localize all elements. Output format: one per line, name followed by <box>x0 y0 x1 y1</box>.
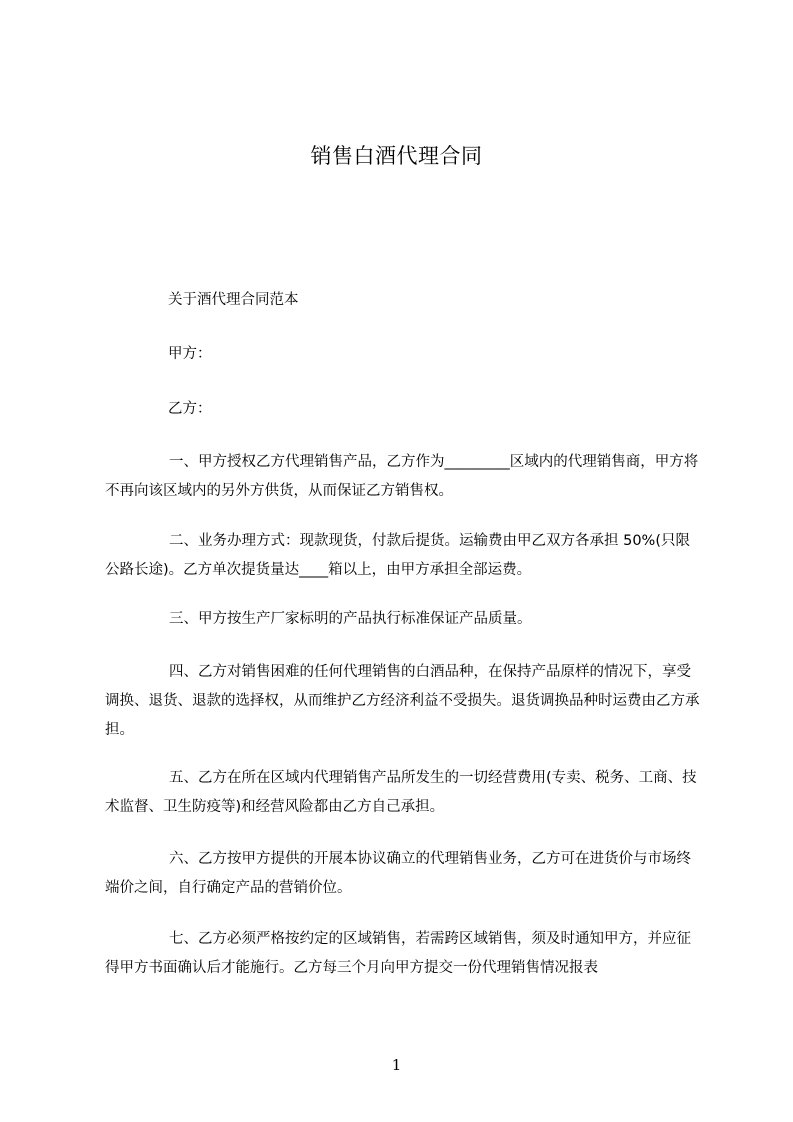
clause-7: 七、乙方必须严格按约定的区域销售，若需跨区域销售，须及时通知甲方，并应征得甲方书面确认后才能施行。乙方每三个月向甲方提交一份代理销售情况报表 <box>105 931 691 976</box>
party-a-label: 甲方： <box>168 346 212 362</box>
clause-5: 五、乙方在所在区域内代理销售产品所发生的一切经营费用(专卖、税务、工商、技术监督、卫生防疫等)和经营风险都由乙方自己承担。 <box>105 770 697 815</box>
contract-template-intro: 关于酒代理合同范本 <box>168 292 299 308</box>
clause-6: 六、乙方按甲方提供的开展本协议确立的代理销售业务，乙方可在进货价与市场终端价之间，自行确定产品的营销价位。 <box>105 851 691 896</box>
clause-3: 三、甲方按生产厂家标明的产品执行标准保证产品质量。 <box>169 611 532 627</box>
party-b-label: 乙方： <box>168 401 212 417</box>
clause-4: 四、乙方对销售困难的任何代理销售的白酒品种，在保持产品原样的情况下，享受调换、退货、退款的选择权，从而维护乙方经济利益不受损失。退货调换品种时运费由乙方承担。 <box>105 664 700 738</box>
clause-2: 二、业务办理方式：现款现货，付款后提货。运输费由甲乙双方各承担 50%(只限公路长途)。乙方单次提货量达____箱以上，由甲方承担全部运费。 <box>105 533 690 578</box>
page-number: 1 <box>391 1056 402 1074</box>
document-title: 销售白酒代理合同 <box>310 144 483 168</box>
clause-1: 一、甲方授权乙方代理销售产品，乙方作为_________区域内的代理销售商，甲方将不再向该区域内的另外方供货，从而保证乙方销售权。 <box>105 454 699 499</box>
